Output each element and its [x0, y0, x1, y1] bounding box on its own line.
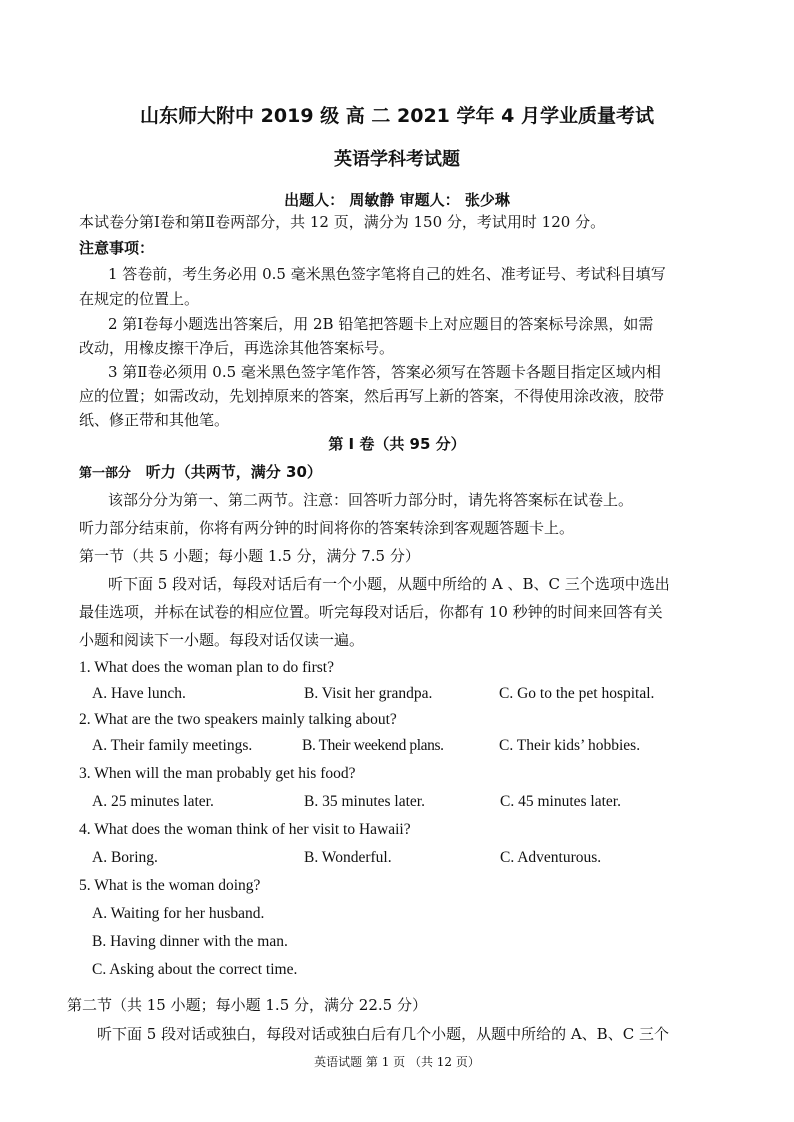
option-b: B. Visit her grandpa.: [304, 685, 433, 702]
part1-title: 听力（共两节，满分 30）: [145, 463, 322, 481]
part1-desc: 听力部分结束前，你将有两分钟的时间将你的答案转涂到客观题答题卡上。: [79, 519, 575, 537]
exam-subtitle: 英语学科考试题: [334, 149, 460, 170]
option-b: B. Having dinner with the man.: [92, 933, 288, 950]
option-a: A. Waiting for her husband.: [92, 905, 265, 922]
part1-heading: [79, 462, 322, 484]
option-b: B. Wonderful.: [304, 849, 392, 866]
question-1: 1. What does the woman plan to do first?: [79, 659, 334, 676]
part1-desc: 该部分分为第一、第二两节。注意：回答听力部分时，请先将答案标在试卷上。: [108, 491, 634, 509]
section2-instructions: 听下面 5 段对话或独白，每段对话或独白后有几个小题，从题中所给的 A、B、C 三个: [97, 1025, 669, 1043]
notice-line: 1 答卷前，考生务必用 0.5 毫米黑色签字笔将自己的姓名、准考证号、考试科目填写: [108, 265, 666, 283]
notice-line: 在规定的位置上。: [79, 290, 200, 308]
section1-instructions: 小题和阅读下一小题。每段对话仅读一遍。: [79, 631, 365, 649]
question-2: 2. What are the two speakers mainly talking about?: [79, 711, 397, 728]
volume-heading: 第 Ⅰ 卷（共 95 分）: [328, 435, 466, 453]
question-3: 3. When will the man probably get his food?: [79, 765, 356, 782]
section1-instructions: 最佳选项，并标在试卷的相应位置。听完每段对话后，你都有 10 秒钟的时间来回答有关: [79, 603, 663, 621]
option-c: C. Adventurous.: [500, 849, 602, 866]
question-4: 4. What does the woman think of her visit to Hawaii?: [79, 821, 411, 838]
option-a: A. 25 minutes later.: [92, 793, 214, 810]
notice-line: 应的位置；如需改动，先划掉原来的答案，然后再写上新的答案，不得使用涂改液，胶带: [79, 387, 665, 405]
option-a: A. Their family meetings.: [92, 737, 253, 754]
exam-authors: 出题人： 周敏静 审题人： 张少琳: [284, 191, 510, 209]
notice-line: 纸、修正带和其他笔。: [79, 411, 230, 429]
option-b: B. Their weekend plans.: [302, 737, 444, 754]
section2-heading: 第二节（共 15 小题；每小题 1.5 分，满分 22.5 分）: [67, 996, 427, 1014]
exam-intro: 本试卷分第Ⅰ卷和第Ⅱ卷两部分，共 12 页，满分为 150 分，考试用时 120 分。: [79, 213, 606, 231]
question-5: 5. What is the woman doing?: [79, 877, 261, 894]
part1-label: 第一部分: [79, 466, 132, 481]
option-b: B. 35 minutes later.: [304, 793, 425, 810]
option-c: C. Go to the pet hospital.: [499, 685, 655, 702]
notice-line: 3 第Ⅱ卷必须用 0.5 毫米黑色签字笔作答，答案必须写在答题卡各题目指定区域内相: [108, 363, 661, 381]
page-footer: 英语试题 第 1 页 （共 12 页）: [314, 1055, 480, 1069]
exam-title: 山东师大附中 2019 级 高 二 2021 学年 4 月学业质量考试: [140, 105, 654, 127]
option-a: A. Have lunch.: [92, 685, 186, 702]
option-c: C. Their kids’ hobbies.: [499, 737, 641, 754]
option-a: A. Boring.: [92, 849, 158, 866]
notice-line: 2 第Ⅰ卷每小题选出答案后，用 2B 铅笔把答题卡上对应题目的答案标号涂黑，如需: [108, 315, 654, 333]
option-c: C. Asking about the correct time.: [92, 961, 298, 978]
section1-instructions: 听下面 5 段对话，每段对话后有一个小题，从题中所给的 A 、B、C 三个选项中选出: [108, 575, 670, 593]
section1-heading: 第一节（共 5 小题；每小题 1.5 分，满分 7.5 分）: [79, 547, 420, 565]
notice-heading: 注意事项：: [79, 239, 155, 257]
option-c: C. 45 minutes later.: [500, 793, 621, 810]
notice-line: 改动，用橡皮擦干净后，再选涂其他答案标号。: [79, 339, 395, 357]
